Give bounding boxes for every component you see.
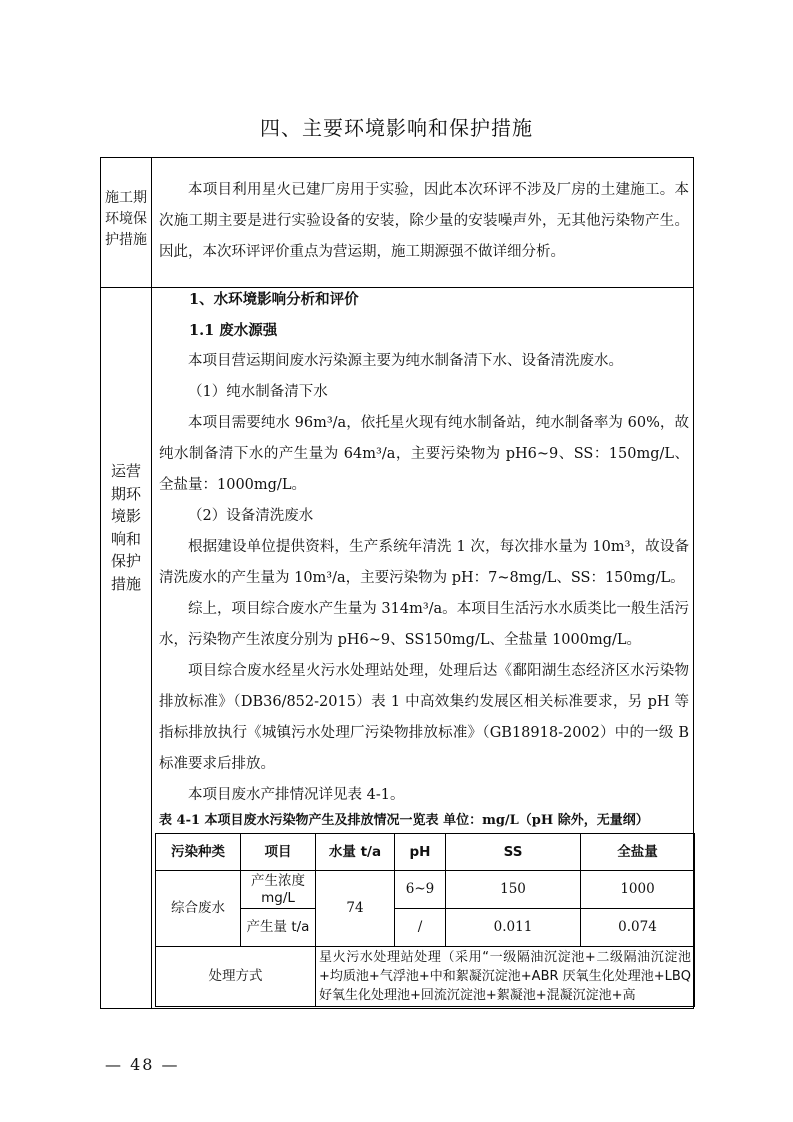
operation-body: [159, 284, 689, 1007]
salt-cell: 0.074: [581, 909, 695, 947]
operation-label-line: 措施: [110, 574, 141, 593]
table-header-row: [156, 834, 695, 871]
process-text-cell: 星火污水处理站处理（采用“一级隔油沉淀池+二级隔油沉淀池+均质池+气浮池+中和絮凝沉淀池+ABR 厌氧生化处理池+LBQ 好氧生化处理池+回流沉淀池+絮凝池+混凝沉淀池+高: [316, 947, 695, 1007]
paragraph: 项目综合废水经星火污水处理站处理，处理后达《鄱阳湖生态经济区水污染物排放标准》（DB36/852-2015）表 1 中高效集约发展区相关标准要求，另 pH 等指标排放执行《城镇污水处理厂污染物排放标准》（GB18918-2002）中的一级 B 标准要求后排放。: [159, 663, 689, 772]
header-cell: 水量 t/a: [316, 834, 395, 871]
construction-label: [101, 188, 151, 251]
section-heading: 1、水环境影响分析和评价: [189, 291, 359, 308]
operation-label-line: 运营: [110, 462, 141, 480]
operation-label-line: 保护: [110, 552, 141, 570]
table-row: [156, 947, 695, 1007]
construction-label-line: 环境保: [105, 211, 147, 227]
page-number: — 48 —: [105, 1055, 180, 1074]
construction-label-line: 护措施: [105, 232, 147, 248]
header-cell: pH: [395, 834, 446, 871]
ph-cell: 6~9: [395, 871, 446, 909]
item-heading: （2）设备清洗废水: [188, 508, 314, 524]
table-caption: 表 4-1 本项目废水污染物产生及排放情况一览表 单位：mg/L（pH 除外，无量纲）: [159, 813, 649, 828]
paragraph: 综上，项目综合废水产生量为 314m³/a。本项目生活污水水质类比一般生活污水，污染物产生浓度分别为 pH6~9、SS150mg/L、全盐量 1000mg/L。: [159, 601, 689, 648]
volume-cell: 74: [316, 871, 395, 947]
operation-label-line: 期环: [110, 484, 141, 503]
operation-label: [101, 460, 151, 595]
construction-text: 本项目利用星火已建厂房用于实验，因此本次环评不涉及厂房的土建施工。本次施工期主要是进行实验设备的安装，除少量的安装噪声外，无其他污染物产生。因此，本次环评评价重点为营运期，施工期源强不做详细分析。: [159, 182, 689, 260]
ss-cell: 150: [446, 871, 581, 909]
item-cell: 产生浓度 mg/L: [241, 871, 316, 909]
paragraph: 本项目需要纯水 96m³/a，依托星火现有纯水制备站，纯水制备率为 60%，故纯水制备清下水的产生量为 64m³/a，主要污染物为 pH6~9、SS：150mg/L、全盐量：1000mg/L。: [159, 415, 689, 493]
ph-cell: /: [395, 909, 446, 947]
pollutant-type-cell: 综合废水: [156, 871, 241, 947]
paragraph: 本项目营运期间废水污染源主要为纯水制备清下水、设备清洗废水。: [188, 353, 623, 369]
paragraph: 根据建设单位提供资料，生产系统年清洗 1 次，每次排水量为 10m³，故设备清洗废水的产生量为 10m³/a，主要污染物为 pH：7~8mg/L、SS：150mg/L。: [159, 539, 689, 586]
page-title: 四、主要环境影响和保护措施: [260, 116, 533, 140]
ss-cell: 0.011: [446, 909, 581, 947]
construction-body: [159, 175, 689, 268]
item-heading: （1）纯水制备清下水: [188, 384, 328, 400]
column-divider: [151, 158, 152, 1008]
item-cell: 产生量 t/a: [241, 909, 316, 947]
header-cell: 污染种类: [156, 834, 241, 871]
process-label-cell: 处理方式: [156, 947, 316, 1007]
salt-cell: 1000: [581, 871, 695, 909]
operation-label-line: 境影: [110, 507, 141, 525]
header-cell: SS: [446, 834, 581, 871]
measures-table: [100, 157, 694, 1009]
operation-label-line: 响和: [110, 529, 141, 548]
table-row: [156, 871, 695, 909]
paragraph: 本项目废水产排情况详见表 4-1。: [188, 787, 405, 803]
header-cell: 全盐量: [581, 834, 695, 871]
wastewater-table: [155, 833, 695, 1007]
subsection-heading: 1.1 废水源强: [189, 322, 278, 339]
construction-label-line: 施工期: [105, 190, 147, 206]
header-cell: 项目: [241, 834, 316, 871]
